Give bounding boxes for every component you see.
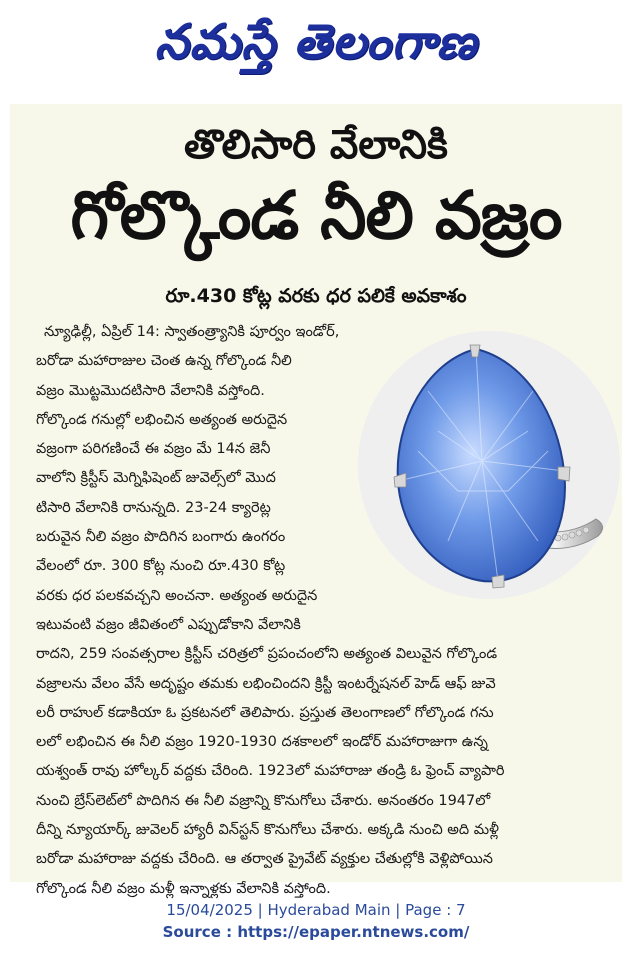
- body-line: నుంచి బ్రేస్‌లెట్‌లో పొదిగిన ఈ నీలి వజ్రాన్ని కొనుగోలు చేశారు. అనంతరం 1947లో: [36, 792, 491, 809]
- article-subhead: రూ.430 కోట్ల వరకు ధర పలికే అవకాశం: [165, 285, 467, 307]
- body-line: టిసారి వేలానికి రానున్నది. 23-24 క్యారెట్ల: [36, 499, 271, 516]
- body-line: దీన్ని న్యూయార్క్ జువెలర్ హ్యారీ విన్‌స్టన్ కొనుగోలు చేశారు. అక్కడి నుంచి అది మళ్లీ: [36, 822, 499, 839]
- body-line: బరోడా మహారాజుల చెంత ఉన్న గోల్కొండ నీలి: [36, 353, 292, 370]
- body-line: గోల్కొండ నీలి వజ్రం మళ్లీ ఇన్నాళ్లకు వేలానికి వస్తోంది.: [36, 880, 331, 897]
- body-line: వజ్రాలను వేలం వేసే అదృష్టం తమకు లభించిందని క్రిస్టీ ఇంటర్నేషనల్ హెడ్ ఆఫ్ జువె: [36, 675, 496, 692]
- body-line: గోల్కొండ గనుల్లో లభించిన అత్యంత అరుదైన: [36, 411, 288, 428]
- body-line: వజ్రంగా పరిగణించే ఈ వజ్రం మే 14న జెనీ: [36, 441, 271, 458]
- body-line: లలో లభించిన ఈ నీలి వజ్రం 1920-1930 దశకాలలో ఇండోర్ మహారాజుగా ఉన్న: [36, 734, 488, 751]
- body-line: వేలంలో రూ. 300 కోట్ల నుంచి రూ.430 కోట్ల: [36, 558, 286, 575]
- blue-diamond-ring-photo: [358, 331, 620, 599]
- body-line: బరువైన నీలి వజ్రం పొదిగిన బంగారు ఉంగరం: [36, 529, 286, 546]
- article-kicker: తొలిసారి వేలానికి: [184, 122, 448, 168]
- masthead-title: నమస్తే తెలంగాణ: [154, 14, 478, 70]
- body-line: న్యూఢిల్లీ, ఏప్రిల్ 14: స్వాతంత్ర్యానికి పూర్వం ఇండోర్,: [44, 324, 340, 340]
- article-headline: గోల్కొండ నీలి వజ్రం: [70, 177, 562, 254]
- footer-publication-info: 15/04/2025 | Hyderabad Main | Page : 7: [166, 901, 466, 919]
- news-clipping: [10, 104, 622, 897]
- body-line: వరకు ధర పలకవచ్చని అంచనా. అత్యంత అరుదైన: [36, 587, 318, 604]
- body-line: బరోడా మహారాజు వద్దకు చేరింది. ఆ తర్వాత ప్రైవేట్ వ్యక్తుల చేతుల్లోకి వెళ్లిపోయిన: [36, 851, 493, 868]
- body-line: రాదని, 259 సంవత్సరాల క్రిస్టీస్ చరిత్రలో ప్రపంచంలోని అత్యంత విలువైన గోల్కొండ: [36, 646, 498, 663]
- body-line: ఇటువంటి వజ్రం జీవితంలో ఎప్పుడోకాని వేలానికి: [36, 616, 301, 633]
- body-line: యశ్వంత్ రావు హోల్కర్ వద్దకు చేరింది. 1923లో మహారాజు తండ్రి ఓ ఫ్రెంచ్ వ్యాపారి: [36, 763, 505, 780]
- diamond-image: [358, 331, 620, 599]
- body-line: వజ్రం మొట్టమొదటిసారి వేలానికి వస్తోంది.: [36, 382, 265, 399]
- body-line: వాలోని క్రిస్టీస్ మెగ్నిఫిషెంట్ జువెల్స్‌లో మొద: [36, 470, 276, 487]
- footer-source-link[interactable]: Source : https://epaper.ntnews.com/: [162, 923, 470, 941]
- body-line: లరీ రాహుల్ కడాకియా ఓ ప్రకటనలో తెలిపారు. ప్రస్తుత తెలంగాణలో గోల్కొండ గను: [36, 704, 494, 721]
